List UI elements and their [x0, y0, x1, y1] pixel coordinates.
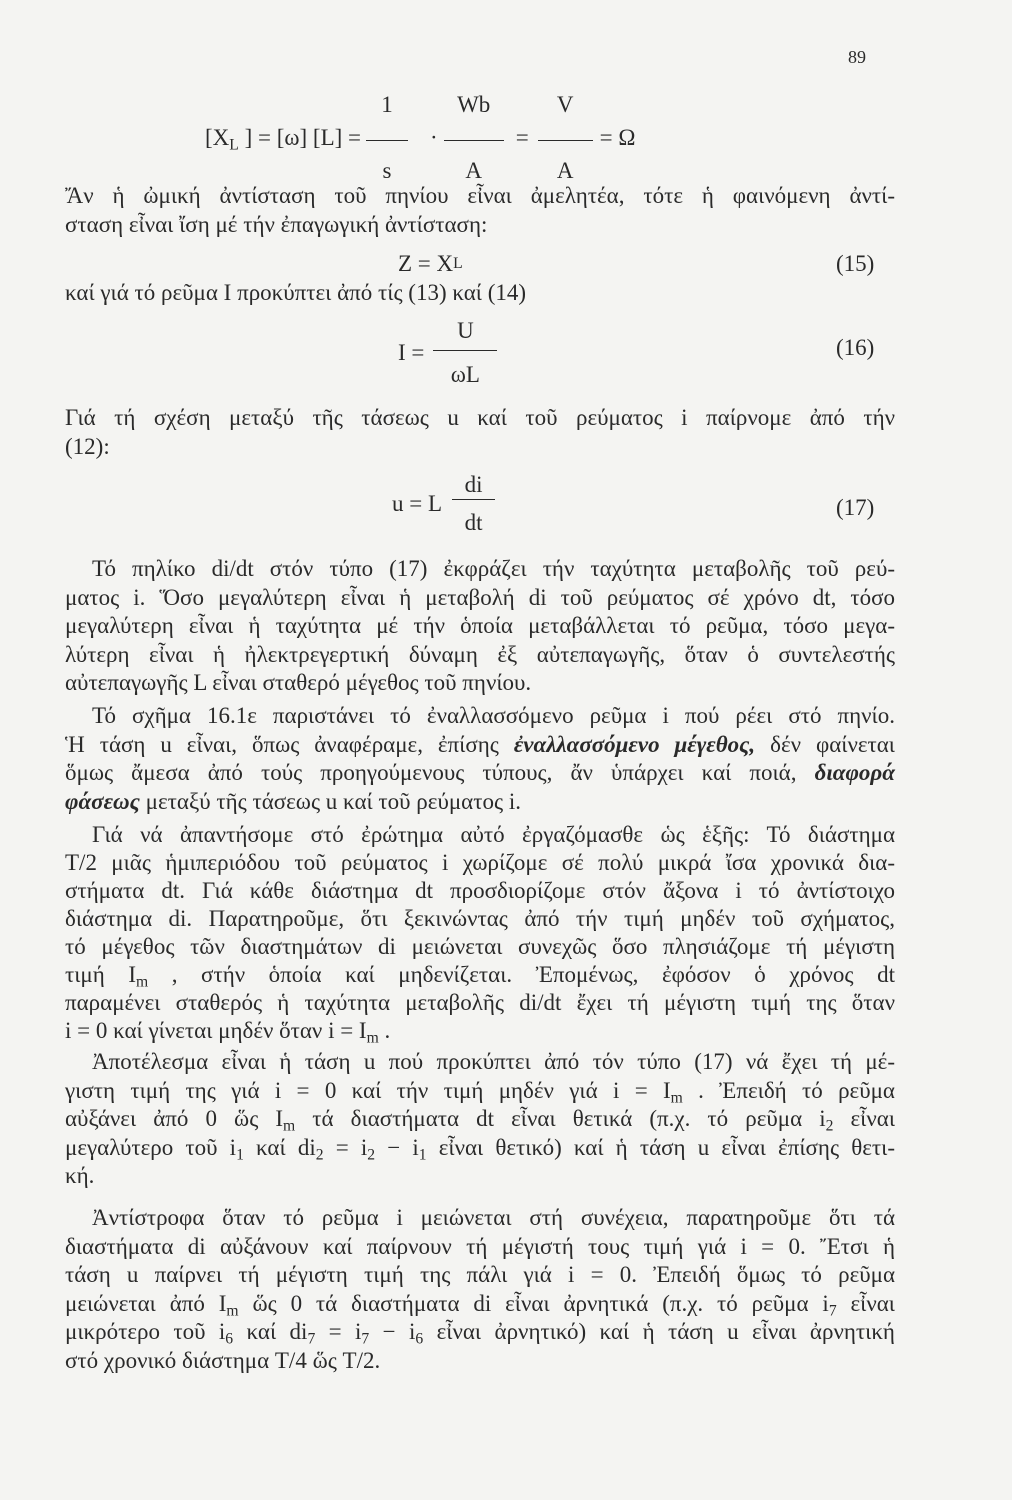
text-run: Ἀποτέλεσμα εἶναι ἡ τάση u πού προκύπτει ἀπό τόν τύπο (17) νά ἔχει τή μέ-	[92, 1049, 895, 1074]
text-line	[65, 1290, 895, 1319]
text-line	[65, 1318, 895, 1347]
text-run: = i	[323, 1134, 368, 1160]
text-run: στό χρονικό διάστημα T/4 ὥς T/2.	[65, 1347, 381, 1373]
equation-lhs: Z = X	[398, 251, 454, 276]
text-run: Ἀντίστροφα ὅταν τό ρεῦμα i μειώνεται στή συνέχεια, παρατηροῦμε ὅτι τά	[92, 1205, 895, 1230]
equation-reactance-units	[205, 90, 636, 186]
text-run: Τό σχῆμα 16.1ε παριστάνει τό ἐναλλασσόμενο ρεῦμα i πού ρέει στό πηνίο.	[92, 703, 895, 728]
text-run: λύτερη εἶναι ἡ ἠλεκτρεγερτική δύναμη ἐξ αὐτεπαγωγῆς, ὅταν ὁ συντελεστής	[65, 641, 895, 667]
equation-number-16: (16)	[836, 335, 875, 360]
equation-15: Z = X L	[398, 249, 463, 279]
text-run: στήματα dt. Γιά κάθε διάστημα dt προσδιορίζομε στόν ἄξονα i τό ἀντίστοιχο	[65, 878, 895, 903]
text-run: ὥς 0 τά διαστήματα di εἶναι ἀρνητικά (π.χ. τό ρεῦμα i	[238, 1290, 829, 1316]
text-run: κή.	[65, 1163, 95, 1188]
text-run: .	[378, 1018, 391, 1043]
subscript: 7	[361, 1330, 370, 1348]
emphasized-term: φάσεως	[65, 788, 140, 814]
text-run: αὐτεπαγωγῆς L εἶναι σταθερό μέγεθος τοῦ πηνίου.	[65, 670, 532, 695]
text-run: . Ἐπειδή τό ρεῦμα	[682, 1077, 895, 1103]
text-line	[65, 961, 895, 989]
text-run: Γιά νά ἀπαντήσομε στό ἐρώτημα αὐτό ἐργαζόμασθε ὡς ἑξῆς: Τό διάστημα	[92, 822, 895, 847]
equation-16	[398, 316, 497, 390]
text-line	[65, 1261, 895, 1290]
subscript: m	[283, 1117, 296, 1135]
paragraph-figure-16-1e	[65, 702, 895, 816]
text-run: μεταξύ τῆς τάσεως u καί τοῦ ρεύματος i.	[139, 788, 521, 814]
denominator: s	[382, 158, 392, 183]
text-run: τά διαστήματα dt εἶναι θετικά (π.χ. τό ρεῦμα i	[295, 1106, 826, 1131]
text-run: Τό πηλίκο di/dt στόν τύπο (17) ἐκφράζει τήν ταχύτητα μεταβολῆς τοῦ ρεύ-	[92, 556, 895, 581]
text-line	[65, 905, 895, 933]
fraction-volt-over-ampere	[538, 90, 593, 186]
denominator: A	[556, 158, 574, 183]
text-run: διαστήματα di αὐξάνουν καί παίρνουν τή μέγιστή τους τιμή γιά i = 0. Ἔτσι ἡ	[65, 1233, 895, 1259]
paragraph-rate-of-change	[65, 555, 895, 698]
subscript: 6	[415, 1330, 424, 1348]
text-line	[65, 1204, 895, 1233]
text-run: − i	[369, 1319, 416, 1344]
denominator: dt	[464, 510, 483, 535]
text-run: = i	[315, 1319, 362, 1344]
text-line	[65, 584, 895, 613]
text-run: σταση εἶναι ἴση μέ τήν ἐπαγωγική ἀντίσταση:	[65, 211, 488, 237]
paragraph-apparent-reactance	[65, 182, 895, 239]
numerator: Wb	[444, 90, 504, 141]
equation-lhs: u = L	[392, 491, 443, 516]
text-line	[65, 279, 895, 308]
subscript: 2	[367, 1145, 376, 1163]
text-run: μεγαλύτερη εἶναι ἡ ταχύτητα μέ τήν ὁποία μεταβάλλεται τό ρεῦμα, τόσο μεγα-	[65, 613, 895, 638]
text-line	[65, 404, 895, 433]
multiplication-dot: ·	[430, 125, 438, 150]
text-run: καί di	[243, 1134, 316, 1160]
text-run: καί di	[233, 1319, 308, 1344]
text-line	[65, 849, 895, 877]
text-line	[65, 702, 895, 731]
subscript: 6	[225, 1330, 234, 1348]
text-run: αὐξάνει ἀπό 0 ὥς I	[65, 1106, 284, 1131]
text-run: παραμένει σταθερός ἡ ταχύτητα μεταβολῆς di/dt ἔχει τή μέγιστη τιμή της ὅταν	[65, 990, 895, 1015]
subscript: 1	[418, 1145, 427, 1163]
paragraph-reverse-case	[65, 1204, 895, 1375]
equation-number-17: (17)	[836, 495, 875, 520]
text-line	[65, 1017, 895, 1045]
text-run: ὅμως ἄμεσα ἀπό τούς προηγούμενους τύπους, ἄν ὑπάρχει καί ποιά,	[65, 760, 815, 785]
text-line	[65, 788, 895, 817]
text-run: i = 0 καί γίνεται μηδέν ὅταν i = I	[65, 1018, 367, 1043]
text-voltage-current-relation	[65, 404, 895, 461]
fraction-weber-over-ampere	[444, 90, 504, 186]
text-run: τιμή I	[65, 962, 137, 987]
equation-17	[392, 471, 495, 537]
text-line	[65, 877, 895, 905]
numerator: U	[433, 316, 497, 351]
text-line	[65, 933, 895, 961]
text-run: γιστη τιμή της γιά i = 0 καί τήν τιμή μηδέν γιά i = I	[65, 1077, 671, 1103]
text-run: ματος i. Ὅσο μεγαλύτερη εἶναι ἡ μεταβολή di τοῦ ρεύματος σέ χρόνο dt, τόσο	[65, 584, 895, 610]
text-line	[65, 641, 895, 670]
fraction-one-over-second	[366, 90, 408, 186]
equation-lhs-tail: ] = [ω] [L] =	[238, 125, 362, 150]
text-run: εἶναι	[833, 1106, 896, 1131]
text-run: εἶναι	[836, 1290, 895, 1316]
equation-number-15: (15)	[836, 251, 875, 276]
subscript: m	[136, 973, 149, 991]
text-run: τάση u παίρνει τή μέγιστη τιμή της πάλι γιά i = 0. Ἐπειδή ὅμως τό ρεῦμα	[65, 1262, 895, 1287]
text-line	[65, 821, 895, 849]
text-run: μικρότερο τοῦ i	[65, 1319, 226, 1344]
subscript: L	[229, 136, 239, 154]
equation-result-ohm: = Ω	[599, 125, 636, 150]
text-line	[65, 1347, 895, 1376]
paragraph-phase-method	[65, 821, 895, 1045]
text-line	[65, 669, 895, 698]
text-run: μειώνεται ἀπό I	[65, 1290, 227, 1316]
text-run: Ἡ τάση u εἶναι, ὅπως ἀναφέραμε, ἐπίσης	[65, 731, 514, 757]
text-line	[65, 182, 895, 211]
denominator: A	[465, 158, 482, 183]
text-current-from-13-14	[65, 279, 895, 308]
denominator: ωL	[450, 362, 480, 387]
subscript: m	[366, 1029, 379, 1047]
text-line	[65, 612, 895, 641]
subscript: 7	[307, 1330, 316, 1348]
fraction-u-over-omega-l	[433, 316, 497, 390]
text-line	[65, 211, 895, 240]
text-run: − i	[375, 1134, 419, 1160]
numerator: V	[538, 90, 593, 141]
text-run: τό μέγεθος τῶν διαστημάτων di μειώνεται συνεχῶς ὅσο πλησιάζομε τή μέγιστη	[65, 934, 895, 959]
text-line	[65, 1077, 895, 1106]
text-run: δέν φαίνεται	[755, 731, 895, 757]
text-run: καί γιά τό ρεῦμα I προκύπτει ἀπό τίς (13) καί (14)	[65, 280, 527, 305]
text-run: T/2 μιᾶς ἡμιπεριόδου τοῦ ρεύματος i χωρίζομε σέ πολύ μικρά ἴσα χρονικά δια-	[65, 850, 895, 875]
subscript: m	[226, 1301, 239, 1319]
text-run: Ἄν ἡ ὠμική ἀντίσταση τοῦ πηνίου εἶναι ἀμελητέα, τότε ἡ φαινόμενη ἀντί-	[65, 183, 895, 208]
text-run: , στήν ὁποία καί μηδενίζεται. Ἐπομένως, ἐφόσον ὁ χρόνος dt	[148, 962, 895, 987]
page-number: 89	[848, 47, 866, 67]
text-run: εἶναι ἀρνητικό) καί ἡ τάση u εἶναι ἀρνητική	[423, 1319, 895, 1344]
subscript: m	[670, 1088, 683, 1106]
numerator: di	[452, 471, 495, 500]
text-run: εἶναι θετικό) καί ἡ τάση u εἶναι ἐπίσης θετι-	[426, 1134, 895, 1160]
text-line	[65, 1048, 895, 1077]
equals-sign: =	[515, 125, 529, 150]
emphasized-term: διαφορά	[814, 760, 895, 785]
text-line	[65, 433, 895, 462]
subscript: 2	[315, 1145, 324, 1163]
text-line	[65, 1162, 895, 1191]
text-line	[65, 1105, 895, 1134]
text-line	[65, 989, 895, 1017]
text-line	[65, 1134, 895, 1163]
equation-lhs: I =	[398, 340, 425, 365]
text-line	[65, 555, 895, 584]
paragraph-voltage-maximum	[65, 1048, 895, 1191]
text-run: διάστημα di. Παρατηροῦμε, ὅτι ξεκινώντας ἀπό τήν τιμή μηδέν τοῦ σχήματος,	[65, 906, 895, 931]
text-line	[65, 1233, 895, 1262]
equation-lhs	[205, 123, 361, 153]
subscript: 1	[236, 1145, 244, 1163]
emphasized-term: ἐναλλασσόμενο μέγεθος,	[513, 731, 756, 757]
text-run: (12):	[65, 433, 110, 459]
text-run: Γιά τή σχέση μεταξύ τῆς τάσεως u καί τοῦ ρεύματος i παίρνομε ἀπό τήν	[65, 405, 895, 430]
text-run: μεγαλύτερο τοῦ i	[65, 1134, 237, 1160]
text-line	[65, 759, 895, 788]
text-line	[65, 731, 895, 760]
fraction-di-over-dt	[452, 471, 495, 537]
numerator: 1	[366, 90, 408, 141]
reactance-symbol: [X	[205, 125, 230, 150]
subscript: 7	[828, 1301, 837, 1319]
subscript: 2	[825, 1117, 834, 1135]
